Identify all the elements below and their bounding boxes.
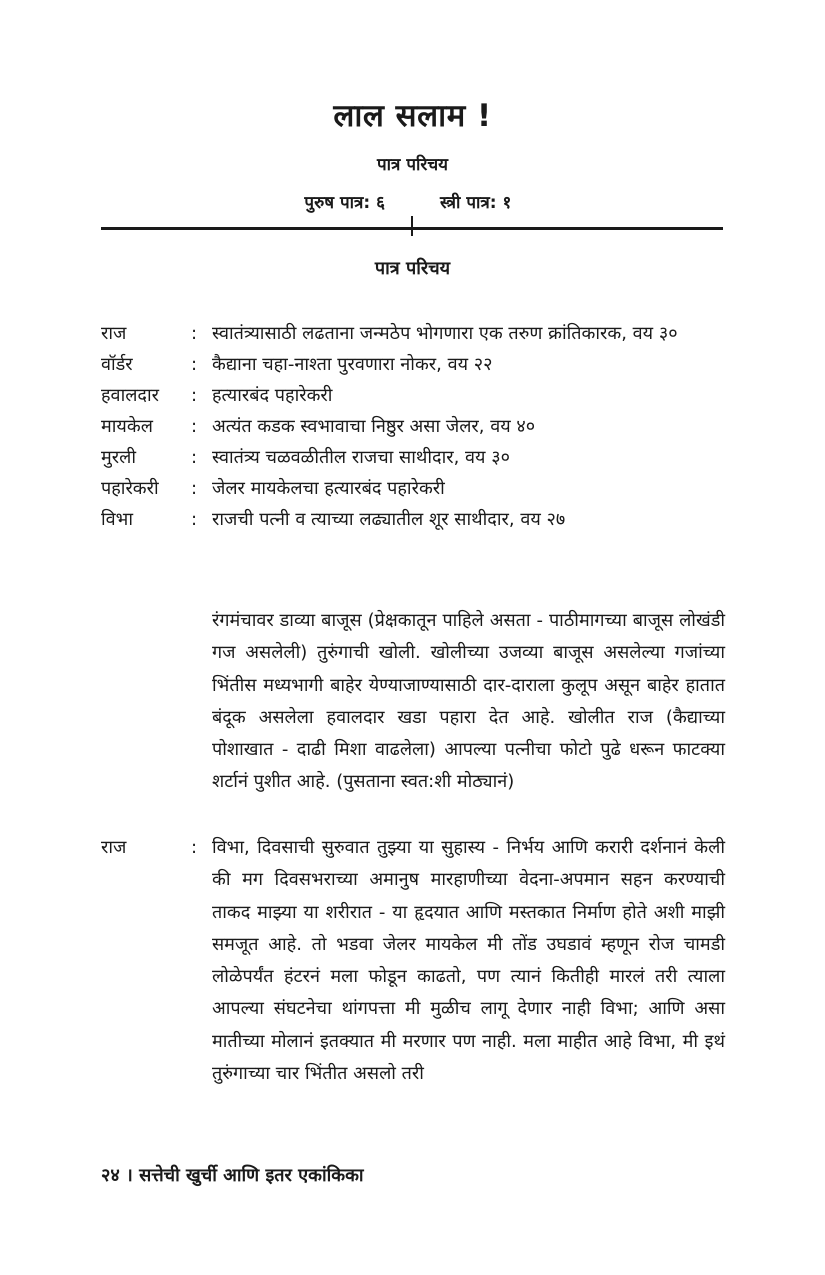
character-row: [101, 349, 725, 380]
cast-count: [0, 190, 825, 214]
separator-colon: :: [191, 509, 198, 530]
character-row: [101, 473, 725, 504]
separator-colon: :: [191, 447, 198, 468]
character-name: मुरली: [101, 447, 136, 468]
page-footer: २४ । सत्तेची खुर्ची आणि इतर एकांकिका: [101, 1165, 364, 1186]
character-row: [101, 504, 725, 535]
subtitle: पात्र परिचय: [376, 155, 449, 175]
separator-colon: :: [191, 837, 198, 858]
female-cast-count: स्त्री पात्र: १: [440, 193, 512, 213]
dialogue-text: विभा, दिवसाची सुरुवात तुझ्या या सुहास्य - निर्भय आणि करारी दर्शनानं केली की मग दिवसभराच्या अमानुष मारहाणीच्या वेदना-अपमान सहन करण्याची ताकद माझ्या या शरीरात - या हृदयात आणि मस्तकात निर्माण होते अशी माझी समजूत आहे. तो भडवा जेलर मायकेल मी तोंड उघडावं म्हणून रोज चामडी लोळेपर्यंत हंटरनं मला फोडून काढतो, पण त्यानं कितीही मारलं तरी त्याला आपल्या संघटनेचा थांगपत्ता मी मुळीच लागू देणार नाही विभा; आणि असा मातीच्या मोलानं इतक्यात मी मरणार पण नाही. मला माहीत आहे विभा, मी इथं तुरुंगाच्या चार भिंतीत असलो तरी: [212, 837, 725, 1085]
character-list: [101, 318, 725, 535]
separator-colon: :: [191, 354, 198, 375]
character-name: हवालदार: [101, 385, 160, 406]
character-name: वॉर्डर: [101, 354, 133, 375]
separator-colon: :: [191, 416, 198, 437]
divider-tick: [411, 216, 413, 236]
character-name: विभा: [101, 509, 133, 530]
stage-direction: रंगमंचावर डाव्या बाजूस (प्रेक्षकातून पाहिले असता - पाठीमागच्या बाजूस लोखंडी गज असलेली) तुरुंगाची खोली. खोलीच्या उजव्या बाजूस असलेल्या गजांच्या भिंतीस मध्यभागी बाहेर येण्याजाण्यासाठी दार-दाराला कुलूप असून बाहेर हातात बंदूक असलेला हवालदार खडा पहारा देत आहे. खोलीत राज (कैद्याच्या पोशाखात - दाढी मिशा वाढलेला) आपल्या पत्नीचा फोटो पुढे धरून फाटक्या शर्टानं पुशीत आहे. (पुसताना स्वत:शी मोठ्यानं): [212, 610, 725, 793]
character-description: जेलर मायकेलचा हत्यारबंद पहारेकरी: [212, 478, 445, 499]
character-row: [101, 318, 725, 349]
character-description: स्वातंत्र्यासाठी लढताना जन्मठेप भोगणारा एक तरुण क्रांतिकारक, वय ३०: [212, 323, 678, 344]
dialogue-block: [101, 832, 725, 1090]
section-heading: पात्र परिचय: [374, 258, 451, 279]
character-name: पहारेकरी: [101, 478, 159, 499]
character-description: हत्यारबंद पहारेकरी: [212, 385, 333, 406]
character-description: राजची पत्नी व त्याच्या लढ्यातील शूर साथीदार, वय २७: [212, 509, 566, 530]
male-cast-count: पुरुष पात्र: ६: [304, 193, 385, 213]
character-name: राज: [101, 323, 127, 344]
separator-colon: :: [191, 323, 198, 344]
separator-colon: :: [191, 478, 198, 499]
speaker-name: राज: [101, 837, 127, 858]
character-row: [101, 380, 725, 411]
character-name: मायकेल: [101, 416, 153, 437]
play-title: लाल सलाम !: [333, 98, 492, 134]
character-row: [101, 442, 725, 473]
character-description: अत्यंत कडक स्वभावाचा निष्ठुर असा जेलर, वय ४०: [212, 416, 536, 437]
character-description: स्वातंत्र्य चळवळीतील राजचा साथीदार, वय ३०: [212, 447, 510, 468]
character-row: [101, 411, 725, 442]
separator-colon: :: [191, 385, 198, 406]
character-description: कैद्याना चहा-नाश्ता पुरवणारा नोकर, वय २२: [212, 354, 493, 375]
